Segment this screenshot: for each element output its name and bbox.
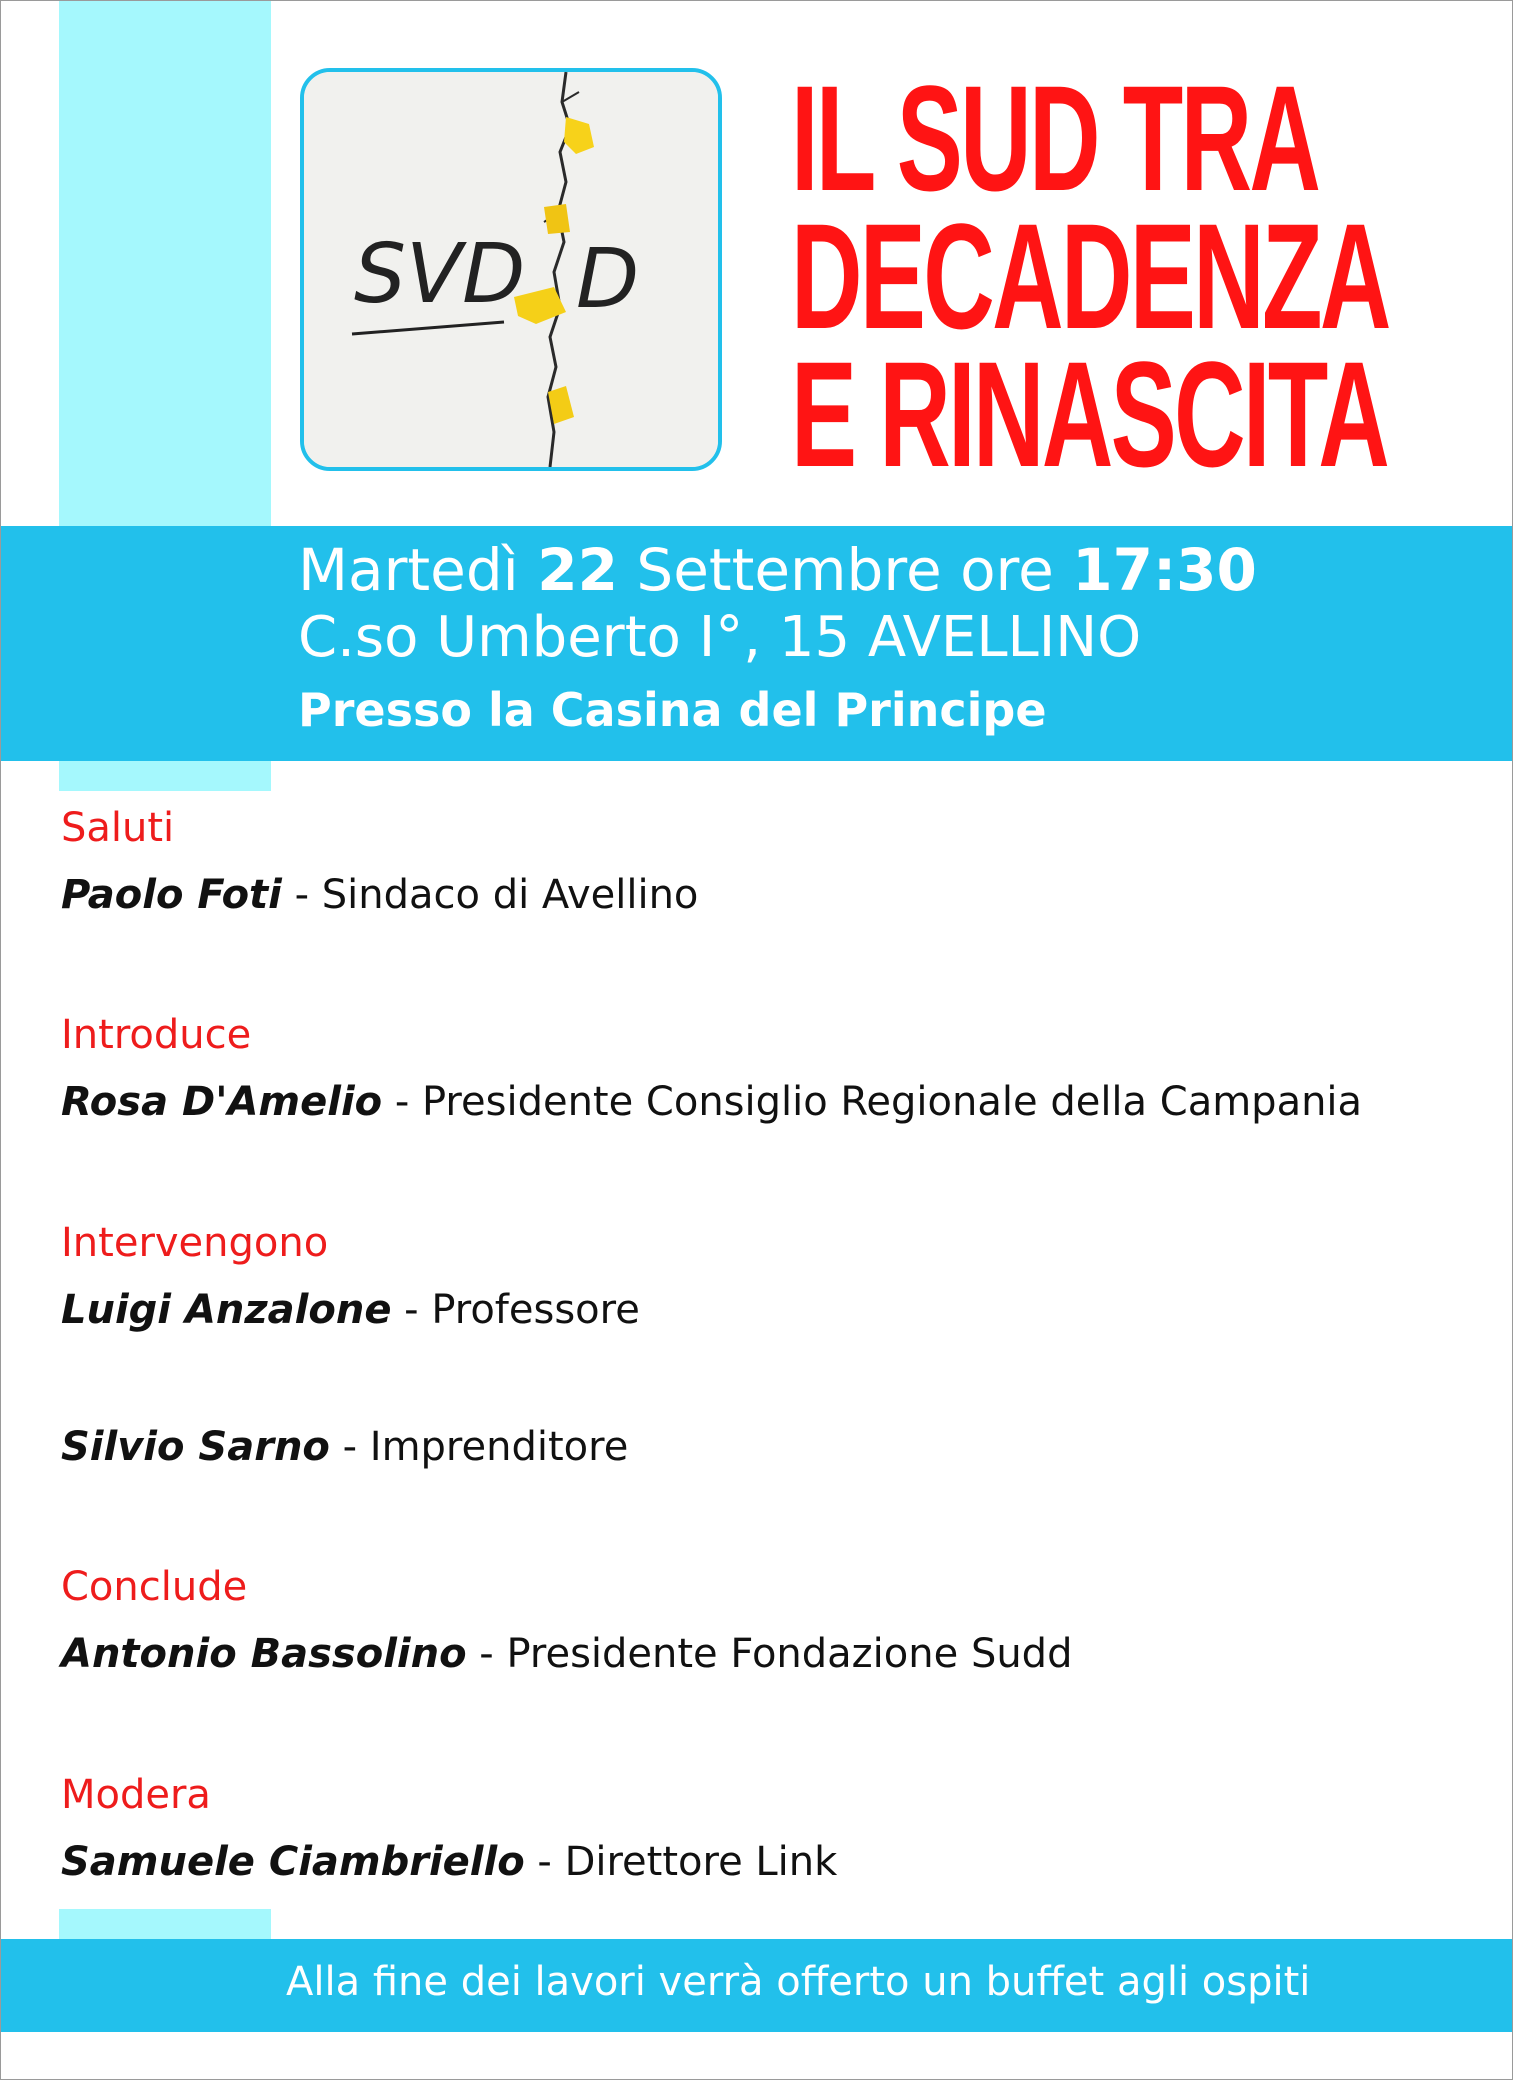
speaker-role: Sindaco di Avellino [321, 872, 699, 918]
title-line-1: IL SUD TRA [791, 54, 1319, 222]
program-section-saluti [61, 804, 698, 919]
footer-buffet-note: Alla fine dei lavori verrà offerto un buffet agli ospiti [286, 1959, 1311, 2005]
speaker-role: Presidente Fondazione Sudd [506, 1631, 1073, 1677]
event-venue: Presso la Casina del Principe [298, 683, 1047, 737]
event-title [791, 54, 1389, 498]
event-time: 17:30 [1072, 536, 1257, 604]
speaker-role: Professore [431, 1287, 640, 1333]
event-date-time [298, 536, 1257, 604]
speaker-role: Direttore Link [564, 1839, 838, 1885]
event-address: C.so Umberto I°, 15 AVELLINO [298, 605, 1142, 670]
program-section-conclude [61, 1563, 1072, 1678]
speaker-name: Luigi Anzalone [61, 1287, 392, 1333]
event-day-prefix: Martedì [298, 536, 538, 604]
speaker-separator: - [281, 872, 322, 918]
speaker-role: Imprenditore [369, 1424, 629, 1470]
section-label: Saluti [61, 805, 175, 851]
speaker-name: Silvio Sarno [61, 1424, 330, 1470]
logo-text-right: D [576, 232, 640, 327]
speaker-name: Antonio Bassolino [61, 1631, 467, 1677]
speaker-separator: - [329, 1424, 370, 1470]
program-section-introduce [61, 1011, 1362, 1126]
speaker-name: Paolo Foti [61, 872, 282, 918]
title-line-2: DECADENZA [791, 192, 1389, 360]
speaker-entry [61, 1838, 837, 1886]
speaker-entry [61, 871, 698, 919]
speaker-role: Presidente Consiglio Regionale della Campania [422, 1079, 1363, 1125]
speaker-entry [61, 1423, 640, 1471]
speaker-entry [61, 1630, 1072, 1678]
speaker-entry [61, 1286, 640, 1334]
footer-band [1, 1939, 1513, 2032]
speaker-name: Rosa D'Amelio [61, 1079, 383, 1125]
speaker-name: Samuele Ciambriello [61, 1839, 525, 1885]
event-info-band [1, 526, 1513, 761]
speaker-separator: - [382, 1079, 423, 1125]
speaker-separator: - [524, 1839, 565, 1885]
speaker-entry [61, 1078, 1362, 1126]
section-label: Introduce [61, 1012, 252, 1058]
event-day-number: 22 [537, 536, 618, 604]
title-line-3: E RINASCITA [791, 330, 1388, 498]
event-month-prefix: Settembre ore [617, 536, 1073, 604]
section-label: Modera [61, 1772, 211, 1818]
section-label: Conclude [61, 1564, 248, 1610]
program-section-intervengono [61, 1219, 640, 1471]
sudd-logo-image [300, 68, 722, 471]
speaker-separator: - [391, 1287, 432, 1333]
section-label: Intervengono [61, 1220, 329, 1266]
crack-wall-illustration [304, 72, 718, 467]
program-section-modera [61, 1771, 837, 1886]
speaker-separator: - [466, 1631, 507, 1677]
logo-text-left: SVD [354, 227, 526, 322]
